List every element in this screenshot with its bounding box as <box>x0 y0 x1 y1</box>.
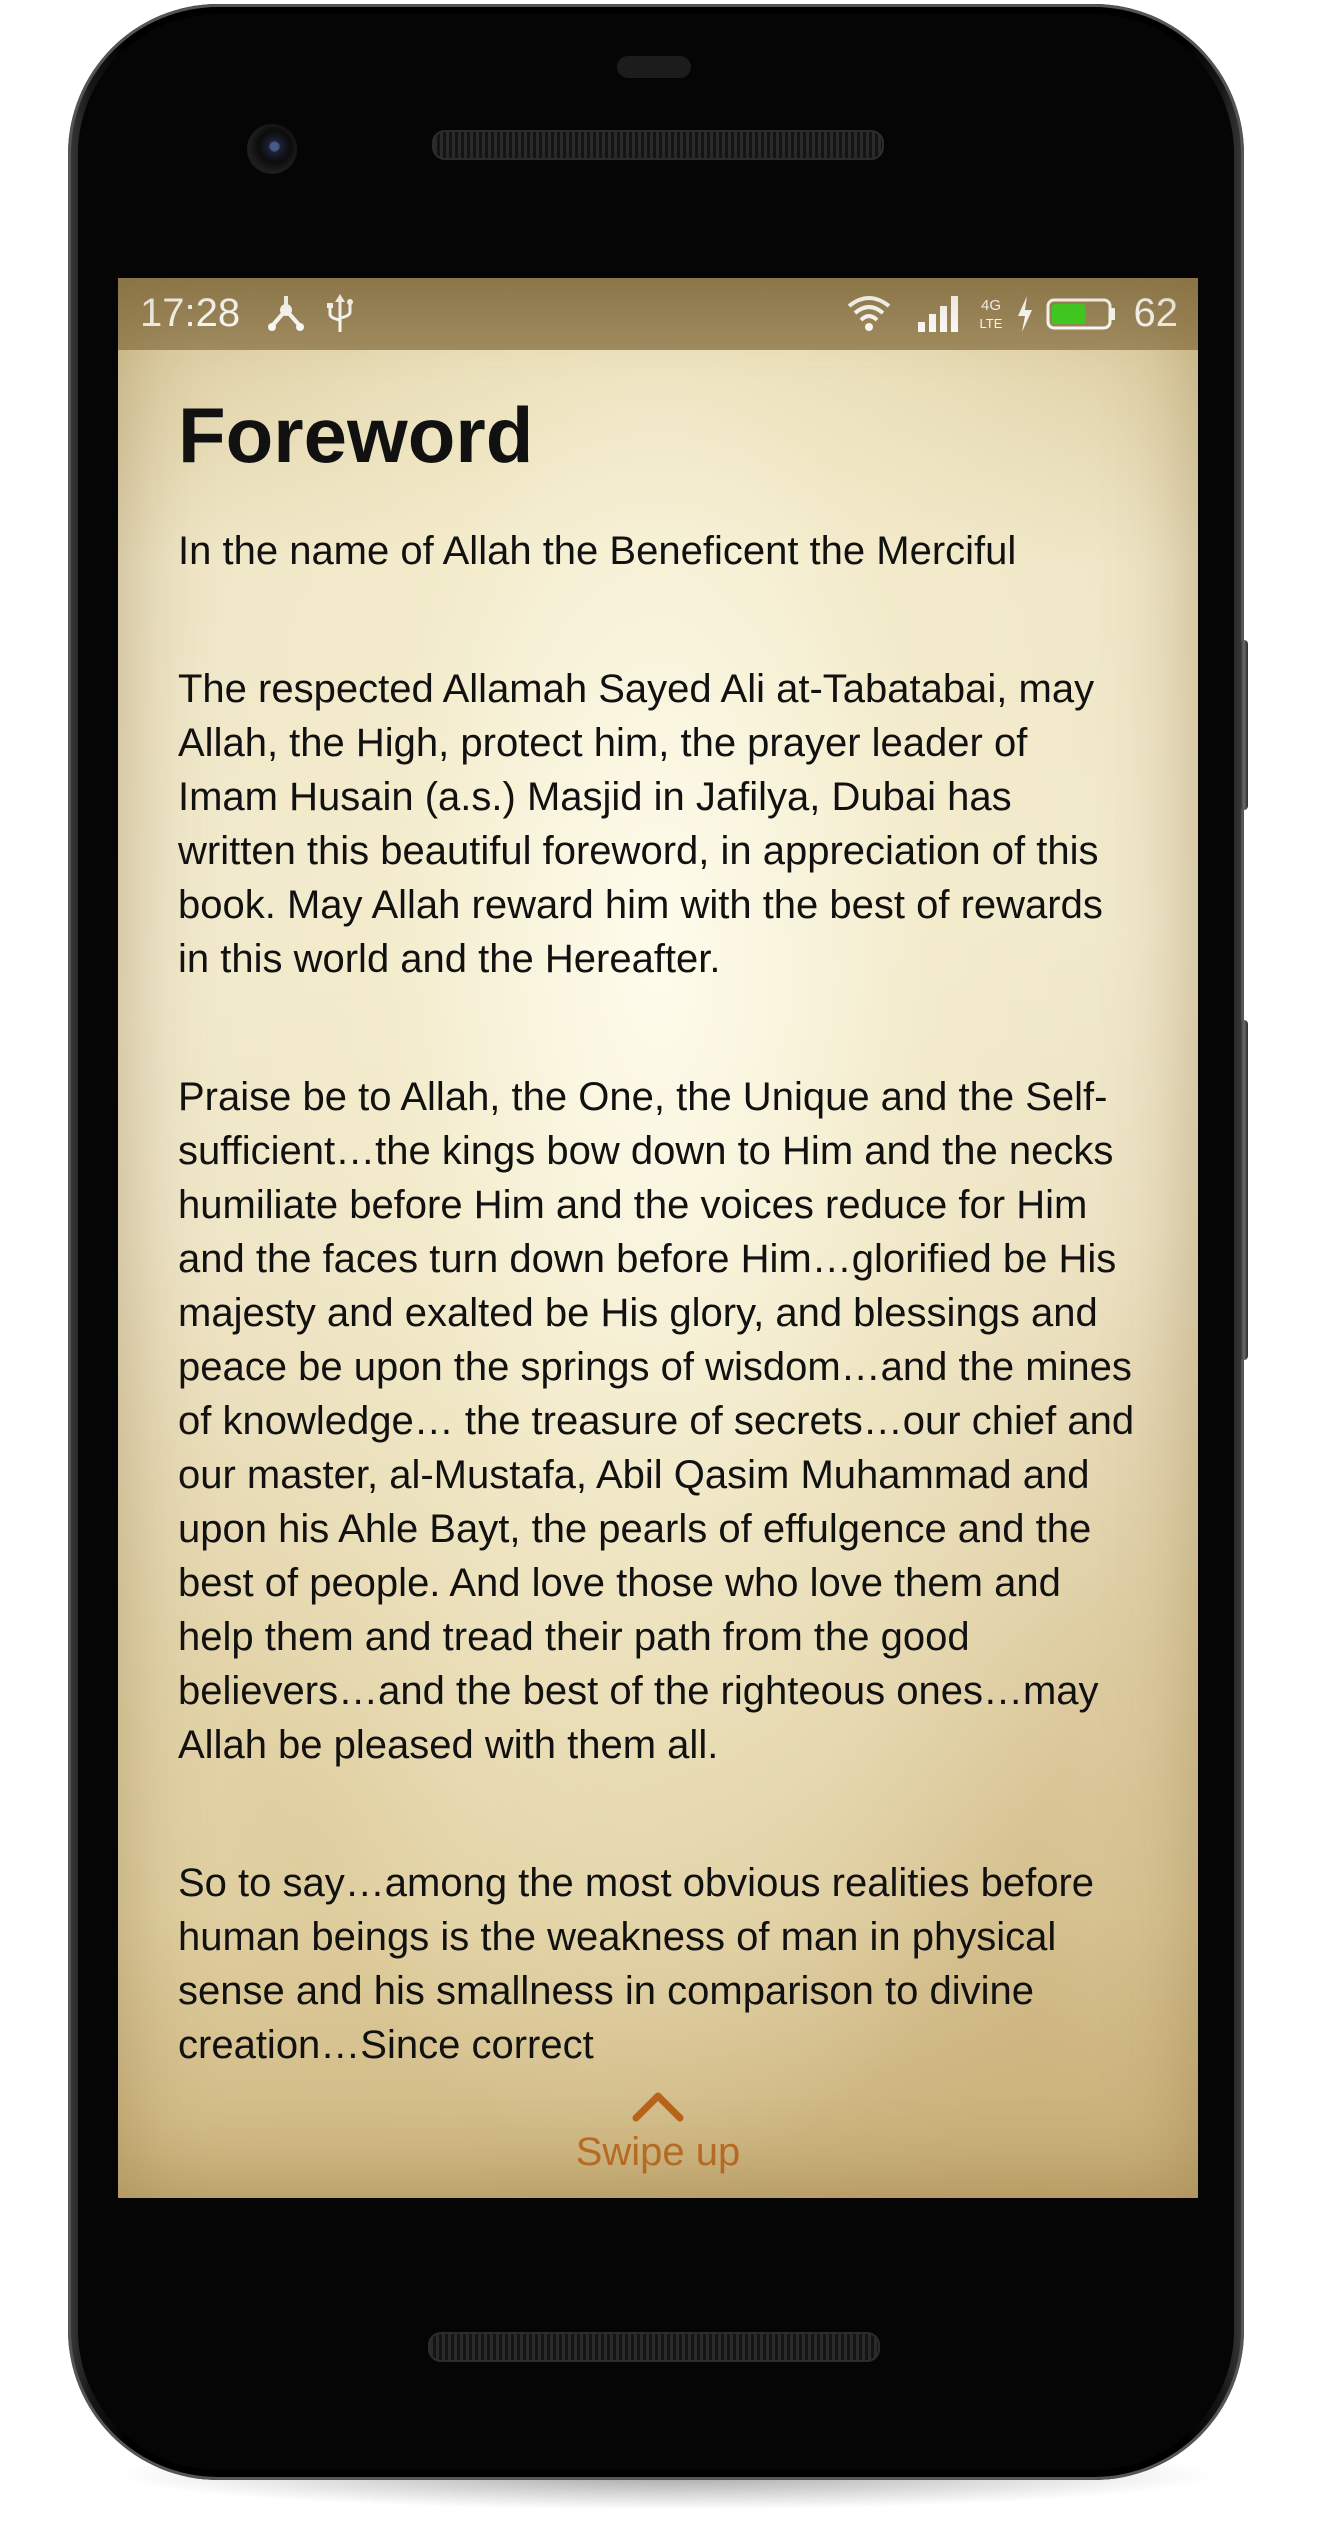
paragraph: In the name of Allah the Beneficent the Merciful <box>178 529 1017 573</box>
chevron-up-icon[interactable] <box>630 2090 686 2124</box>
power-button <box>1240 640 1248 810</box>
charging-icon <box>1014 292 1036 336</box>
proximity-sensor <box>617 56 691 78</box>
paragraph: The respected Allamah Sayed Ali at-Tabatabai, may Allah, the High, protect him, the prayer leader of Imam Husain (a.s.) Masjid in Jafilya, Dubai has written this beautiful foreword, in appreciation of this book. May Allah reward him with the best of rewards in this world and the Hereafter. <box>178 667 1103 981</box>
article-content <box>178 350 1138 2072</box>
volume-button <box>1240 1020 1248 1360</box>
status-time: 17:28 <box>140 291 241 335</box>
lte-icon <box>976 292 1006 336</box>
front-camera-icon <box>247 124 297 174</box>
wifi-icon <box>846 292 892 336</box>
swipe-up-hint[interactable]: Swipe up <box>575 2130 741 2174</box>
earpiece-speaker <box>432 130 884 160</box>
svg-text:4G: 4G <box>980 297 1002 314</box>
svg-text:LTE: LTE <box>979 316 1003 331</box>
paragraph: So to say…among the most obvious realities before human beings is the weakness of man in physical sense and his smallness in comparison to divine creation…Since correct <box>178 1861 1095 2067</box>
signal-icon <box>916 292 966 336</box>
battery-percentage: 62 <box>1133 291 1178 335</box>
hub-icon <box>266 292 306 336</box>
bottom-speaker <box>428 2332 880 2362</box>
battery-icon <box>1046 292 1118 336</box>
page-title: Foreword <box>178 391 534 479</box>
paragraph: Praise be to Allah, the One, the Unique and the Self-sufficient…the kings bow down to Him and the necks humiliate before Him and the voices reduce for Him and the faces turn down before Him…glorified be His majesty and exalted be His glory, and blessings and peace be upon the springs of wisdom…and the mines of knowledge… the treasure of secrets…our chief and our master, al-Mustafa, Abil Qasim Muhammad and upon his Ahle Bayt, the pearls of effulgence and the best of people. And love those who love them and help them and tread their path from the good believers…and the best of the righteous ones…may Allah be pleased with them all. <box>178 1075 1135 1767</box>
usb-icon <box>324 292 356 336</box>
status-bar <box>118 278 1198 350</box>
app-screen[interactable] <box>118 278 1198 2198</box>
